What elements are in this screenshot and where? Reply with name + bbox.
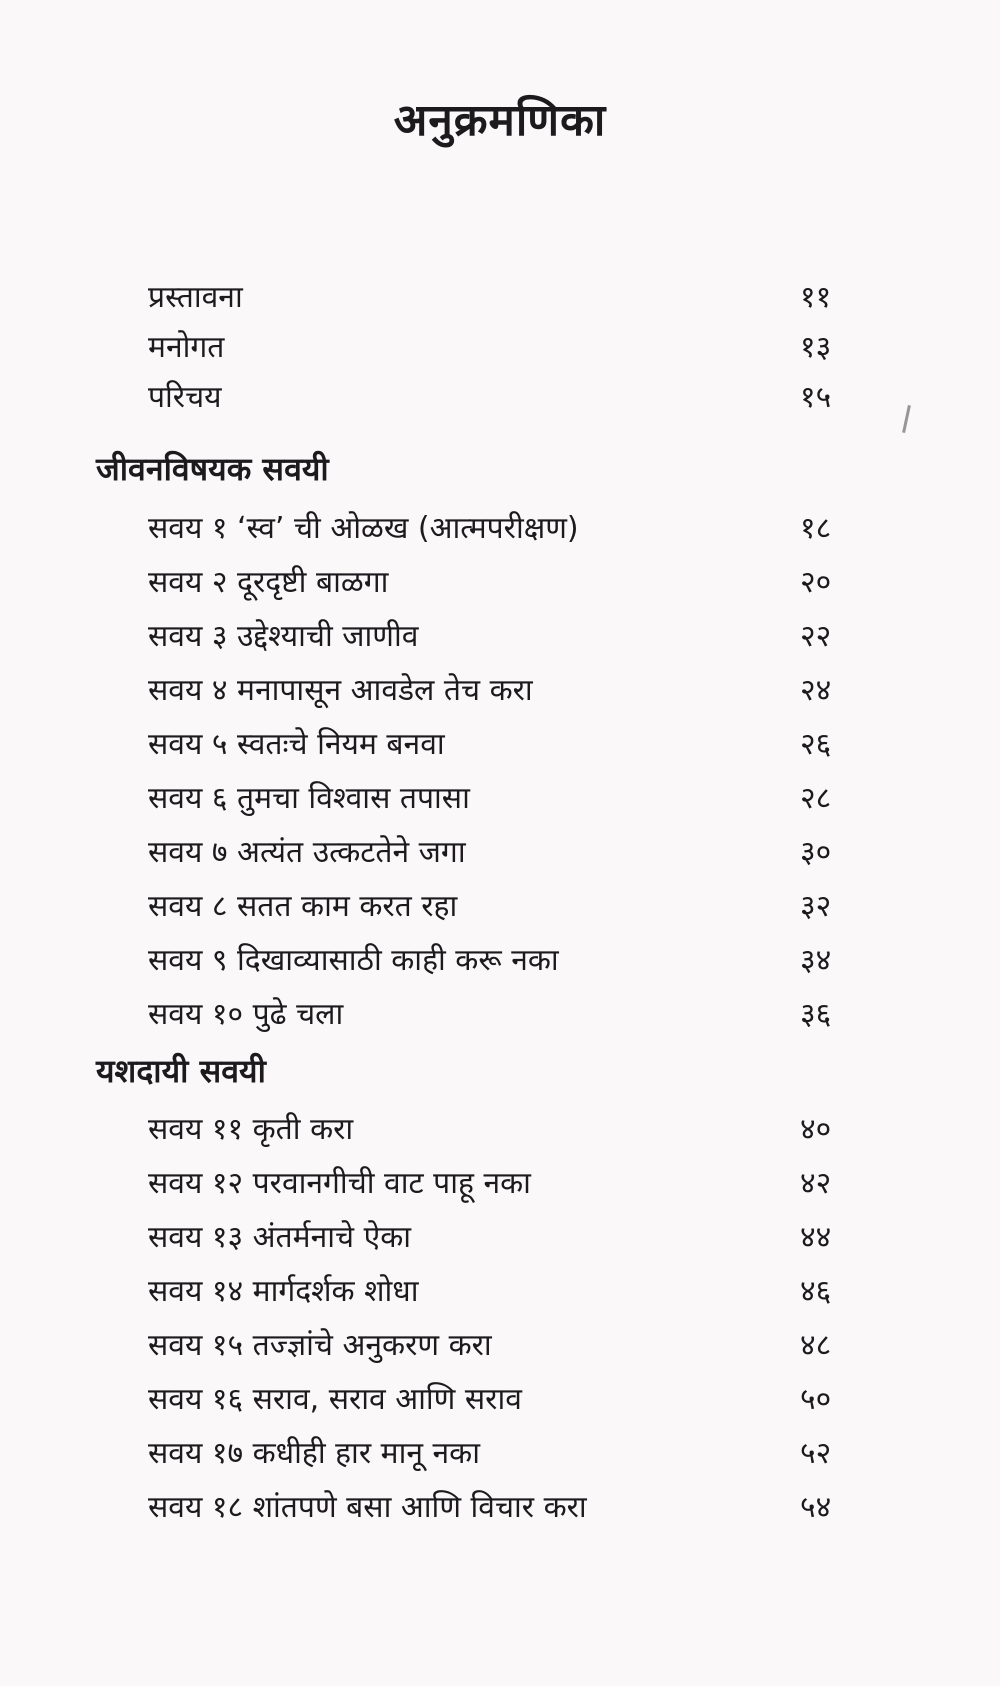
- entry-label: सवय १० पुढे चला: [148, 996, 344, 1032]
- entry-label: परिचय: [148, 379, 222, 415]
- entry-label: सवय २ दूरदृष्टी बाळगा: [148, 564, 389, 600]
- section-heading-success-habits: यशदायी सवयी: [96, 1052, 266, 1090]
- entry-label: सवय ३ उद्देश्याची जाणीव: [148, 618, 419, 654]
- entry-page-number: ३०: [800, 834, 832, 870]
- entry-page-number: २२: [800, 618, 832, 654]
- entry-label: सवय ६ तुमचा विश्वास तपासा: [148, 780, 470, 816]
- entry-label: मनोगत: [148, 329, 225, 365]
- entry-page-number: ३४: [800, 942, 832, 978]
- entry-label: सवय १७ कधीही हार मानू नका: [148, 1435, 480, 1471]
- entry-page-number: २०: [800, 564, 832, 600]
- entry-page-number: ३६: [800, 996, 832, 1032]
- section-heading-life-habits: जीवनविषयक सवयी: [96, 450, 329, 488]
- toc-entry: [148, 1428, 860, 1474]
- toc-entry: [148, 827, 860, 873]
- entry-page-number: ४६: [800, 1273, 832, 1309]
- entry-page-number: १८: [800, 510, 832, 546]
- entry-label: सवय १५ तज्ज्ञांचे अनुकरण करा: [148, 1327, 492, 1363]
- toc-entry: [148, 1158, 860, 1204]
- toc-entry: [148, 1212, 860, 1258]
- toc-entry: [148, 773, 860, 819]
- entry-label: सवय १४ मार्गदर्शक शोधा: [148, 1273, 419, 1309]
- toc-entry: [148, 989, 860, 1035]
- page-title: अनुक्रमणिका: [393, 95, 607, 146]
- toc-entry: [148, 1320, 860, 1366]
- toc-entry: [148, 719, 860, 765]
- entry-page-number: ५४: [800, 1489, 832, 1525]
- ink-mark: [902, 405, 911, 433]
- entry-label: सवय १८ शांतपणे बसा आणि विचार करा: [148, 1489, 587, 1525]
- entry-page-number: ५२: [800, 1435, 832, 1471]
- toc-entry: [148, 1266, 860, 1312]
- entry-label: सवय १३ अंतर्मनाचे ऐका: [148, 1219, 411, 1255]
- entry-label: सवय ९ दिखाव्यासाठी काही करू नका: [148, 942, 559, 978]
- entry-page-number: १३: [800, 329, 832, 365]
- entry-label: सवय १२ परवानगीची वाट पाहू नका: [148, 1165, 531, 1201]
- entry-label: सवय ११ कृती करा: [148, 1111, 354, 1147]
- toc-entry: [148, 1482, 860, 1528]
- entry-label: सवय ५ स्वतःचे नियम बनवा: [148, 726, 445, 762]
- toc-entry: [148, 1104, 860, 1150]
- entry-label: सवय १६ सराव, सराव आणि सराव: [148, 1381, 522, 1417]
- entry-page-number: १५: [800, 379, 832, 415]
- toc-entry: [148, 1374, 860, 1420]
- entry-label: सवय ४ मनापासून आवडेल तेच करा: [148, 672, 533, 708]
- entry-page-number: ४४: [800, 1219, 832, 1255]
- entry-page-number: ५०: [800, 1381, 832, 1417]
- toc-entry: [148, 611, 860, 657]
- entry-page-number: ११: [800, 279, 832, 315]
- entry-label: प्रस्तावना: [148, 279, 243, 315]
- toc-entry-foreword: [148, 322, 860, 368]
- entry-page-number: ४८: [800, 1327, 832, 1363]
- toc-entry-introduction: [148, 372, 860, 418]
- entry-page-number: २४: [800, 672, 832, 708]
- toc-entry: [148, 503, 860, 549]
- toc-entry: [148, 881, 860, 927]
- toc-entry: [148, 557, 860, 603]
- entry-label: सवय ७ अत्यंत उत्कटतेने जगा: [148, 834, 466, 870]
- entry-label: सवय १ ‘स्व’ ची ओळख (आत्मपरीक्षण): [148, 510, 579, 546]
- toc-entry: [148, 665, 860, 711]
- entry-page-number: ३२: [800, 888, 832, 924]
- toc-entry-preface: [148, 272, 860, 318]
- entry-page-number: २८: [800, 780, 832, 816]
- entry-page-number: ४०: [800, 1111, 832, 1147]
- entry-label: सवय ८ सतत काम करत रहा: [148, 888, 458, 924]
- entry-page-number: ४२: [800, 1165, 832, 1201]
- entry-page-number: २६: [800, 726, 832, 762]
- toc-entry: [148, 935, 860, 981]
